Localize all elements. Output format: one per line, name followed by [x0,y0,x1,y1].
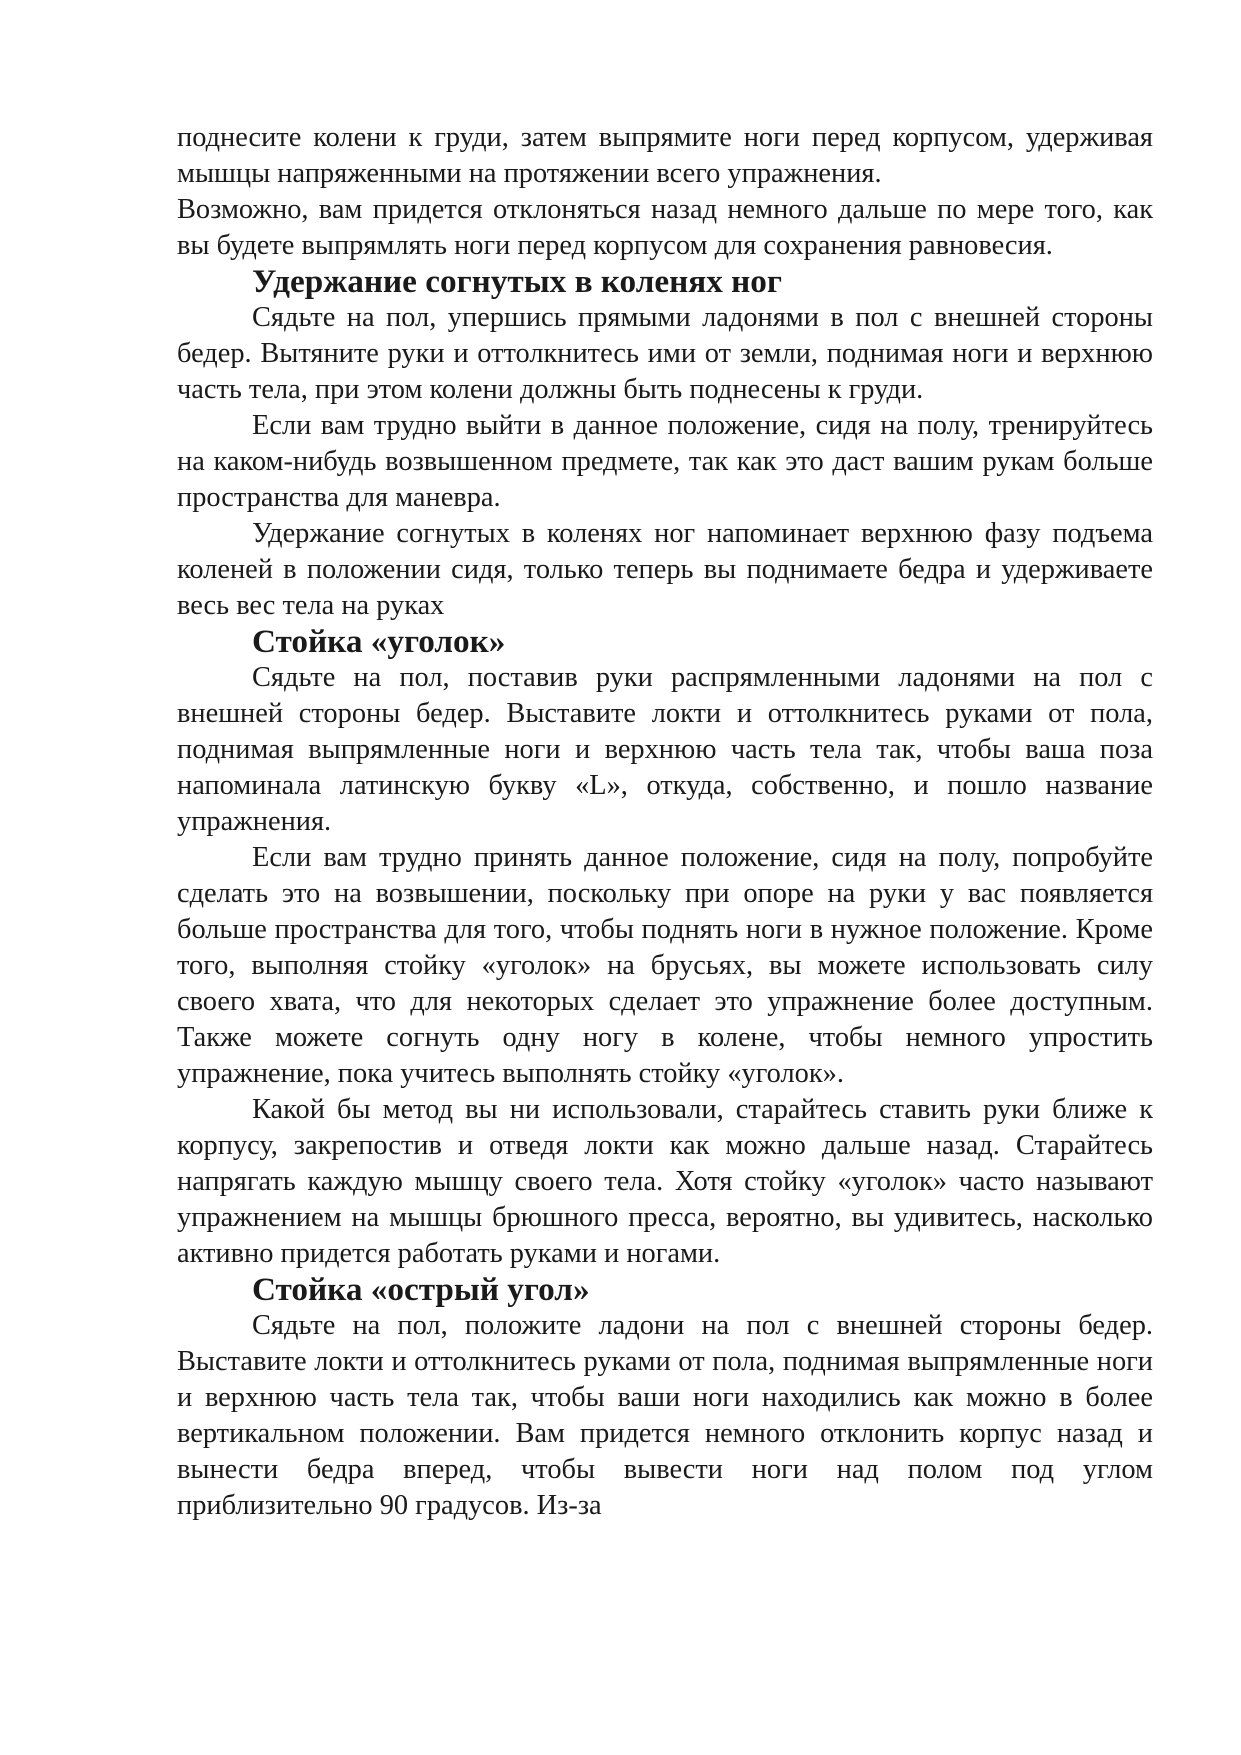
paragraph-balance-note: Возможно, вам придется отклоняться назад немного дальше по мере того, как вы будете выпрямлять ноги перед корпусом для сохранения равновесия. [177,194,1153,261]
paragraph-l-sit-elevated: Если вам трудно принять данное положение, сидя на полу, попробуйте сделать это на возвышении, поскольку при опоре на руки у вас появляется больше пространства для того, чтобы поднять ноги в нужное положение. Кроме того, выполняя стойку «уголок» на брусьях, вы можете использовать силу своего хвата, что для некоторых сделает это упражнение более доступным. Также можете согнуть одну ногу в колене, чтобы немного упростить упражнение, пока учитесь выполнять стойку «уголок». [177,842,1153,1089]
paragraph-bent-knee-elevated: Если вам трудно выйти в данное положение, сидя на полу, тренируйтесь на каком-нибудь возвышенном предмете, так как это даст вашим рукам больше пространства для маневра. [177,410,1153,513]
paragraph-continuation: поднесите колени к груди, затем выпрямите ноги перед корпусом, удерживая мышцы напряженными на протяжении всего упражнения. [177,122,1153,189]
document-page [177,120,1153,1524]
heading-v-sit: Стойка «острый угол» [252,1271,590,1308]
paragraph-bent-knee-comparison: Удержание согнутых в коленях ног напоминает верхнюю фазу подъема коленей в положении сидя, только теперь вы поднимаете бедра и удерживаете весь вес тела на руках [177,518,1153,621]
paragraph-l-sit-instructions: Сядьте на пол, поставив руки распрямленными ладонями на пол с внешней стороны бедер. Выставите локти и оттолкнитесь руками от пола, поднимая выпрямленные ноги и верхнюю часть тела так, чтобы ваша поза напоминала латинскую букву «L», откуда, собственно, и пошло название упражнения. [177,662,1153,837]
heading-bent-knee-hold: Удержание согнутых в коленях ног [252,263,782,300]
paragraph-v-sit-instructions: Сядьте на пол, положите ладони на пол с внешней стороны бедер. Выставите локти и оттолкнитесь руками от пола, поднимая выпрямленные ноги и верхнюю часть тела так, чтобы ваши ноги находились как можно в более вертикальном положении. Вам придется немного отклонить корпус назад и вынести бедра вперед, чтобы вывести ноги над полом под углом приблизительно 90 градусов. Из-за [177,1310,1153,1521]
heading-l-sit: Стойка «уголок» [252,623,506,660]
paragraph-bent-knee-instructions: Сядьте на пол, упершись прямыми ладонями в пол с внешней стороны бедер. Вытяните руки и оттолкнитесь ими от земли, поднимая ноги и верхнюю часть тела, при этом колени должны быть поднесены к груди. [177,302,1153,405]
paragraph-l-sit-tips: Какой бы метод вы ни использовали, старайтесь ставить руки ближе к корпусу, закрепостив и отведя локти как можно дальше назад. Старайтесь напрягать каждую мышцу своего тела. Хотя стойку «уголок» часто называют упражнением на мышцы брюшного пресса, вероятно, вы удивитесь, насколько активно придется работать руками и ногами. [177,1094,1153,1269]
